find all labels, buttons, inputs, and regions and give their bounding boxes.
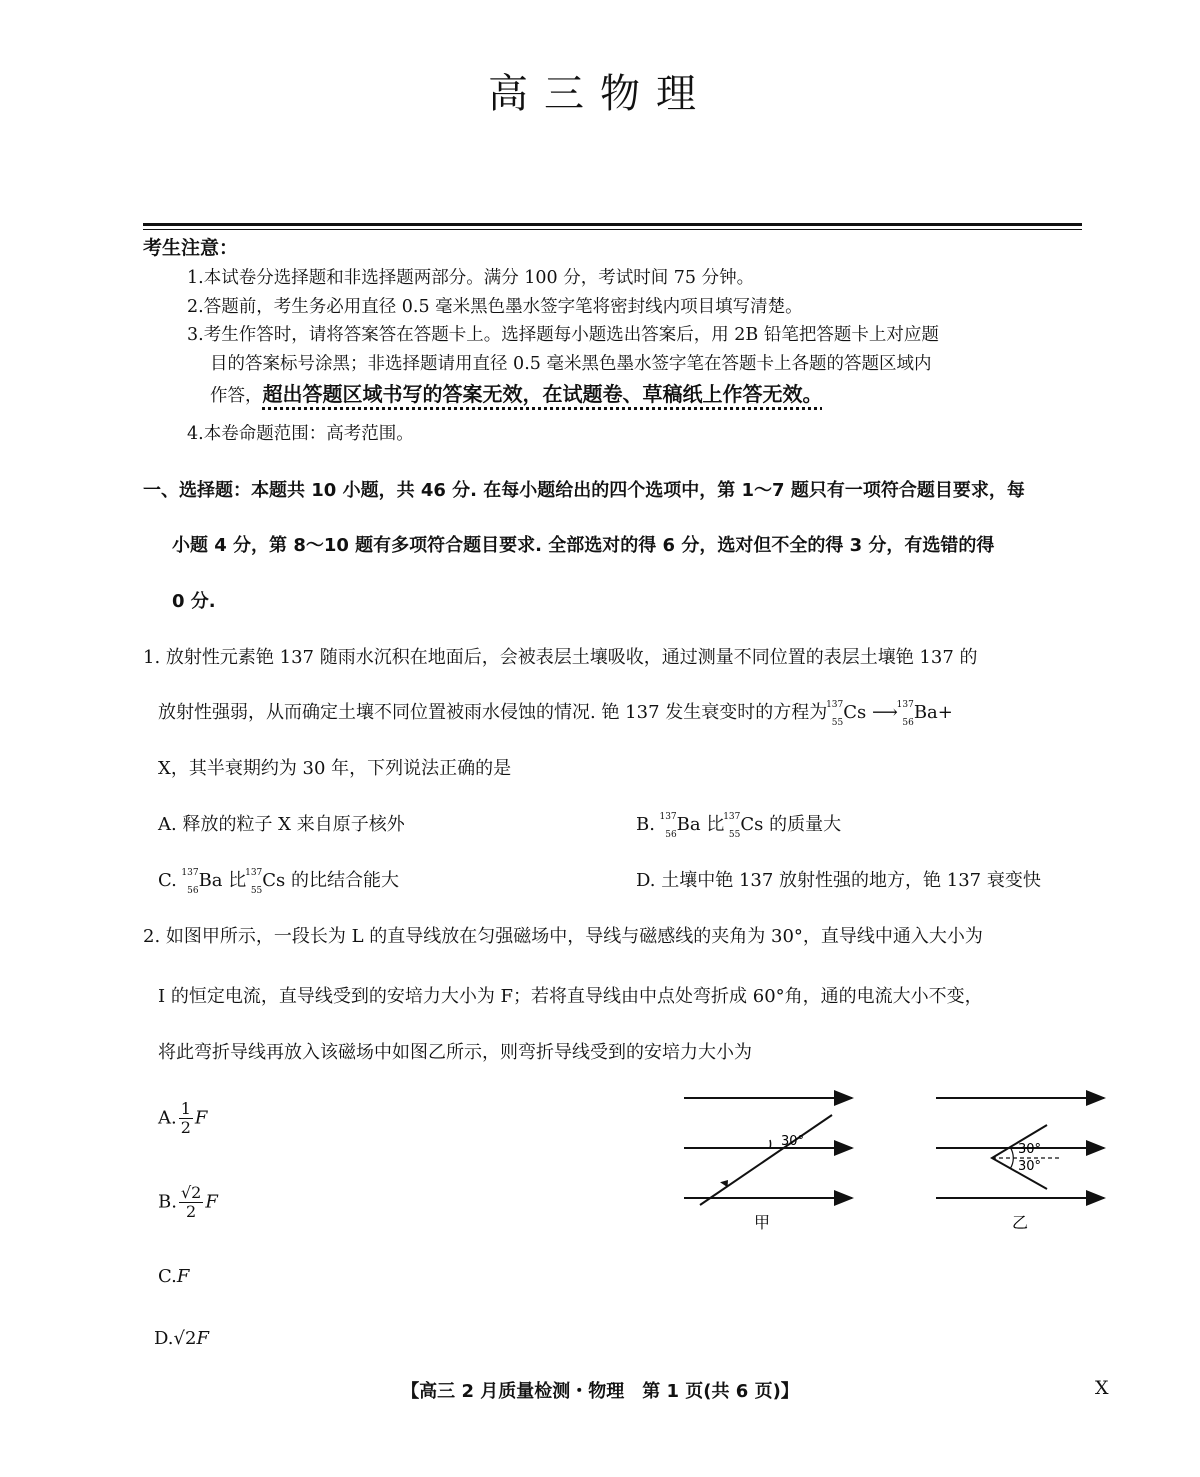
ba-nuclide-numbers: [659, 812, 677, 840]
plus-sign: +: [937, 702, 953, 723]
q1-option-b-compare: 比: [700, 814, 725, 835]
q1-option-c: [158, 866, 400, 896]
ba-atomic-number: 56: [187, 886, 199, 896]
q1-option-b-tail: 的质量大: [763, 814, 842, 835]
q2-option-d-label: D.: [154, 1328, 174, 1349]
force-symbol: F: [196, 1328, 209, 1349]
fraction-numerator: √2: [180, 1183, 202, 1202]
notice-emphasis: 超出答题区域书写的答案无效，在试题卷、草稿纸上作答无效。: [262, 382, 823, 406]
cs-mass-number: 137: [245, 868, 263, 878]
root-two: √2: [173, 1328, 197, 1349]
figure-label-yi: 乙: [1012, 1213, 1029, 1232]
cs-symbol: Cs: [262, 870, 286, 891]
figure-label-jia: 甲: [754, 1213, 771, 1232]
fraction-one-half: [179, 1100, 193, 1137]
q2-option-b: [158, 1184, 218, 1221]
q2-option-b-label: B.: [158, 1191, 177, 1213]
q2-option-a: [158, 1100, 207, 1137]
notice-item-3-prefix: 作答，: [210, 386, 263, 406]
fraction-denominator: 2: [186, 1202, 197, 1221]
cs-symbol: Cs: [740, 814, 764, 835]
notice-item-3: 3.考生作答时，请将答案答在答题卡上。选择题每小题选出答案后，用 2B 铅笔把答题卡上对应题: [187, 325, 939, 345]
ba-atomic-number: 56: [665, 830, 677, 840]
cs-atomic-number: 55: [831, 718, 844, 728]
q1-option-c-tail: 的比结合能大: [285, 870, 400, 891]
page-title: 高三物理: [488, 71, 712, 117]
q1-option-c-label: C.: [158, 870, 183, 891]
q1-line-2: [158, 698, 953, 728]
q1-option-c-compare: 比: [222, 870, 247, 891]
q1-line-2-text: 放射性强弱，从而确定土壤不同位置被雨水侵蚀的情况. 铯 137 发生衰变时的方程为: [158, 702, 828, 723]
notice-item-3-cont: 目的答案标号涂黑；非选择题请用直径 0.5 毫米黑色墨水签字笔在答题卡上各题的答题区域内: [210, 354, 932, 374]
q1-line-1: 1. 放射性元素铯 137 随雨水沉积在地面后，会被表层土壤吸收，通过测量不同位置的表层土壤铯 137 的: [143, 647, 978, 668]
fraction-root2-over-2: [179, 1184, 203, 1221]
footer-corner-mark: X: [1095, 1377, 1109, 1399]
angle-label-yi-upper: 30°: [1018, 1142, 1042, 1157]
q1-option-b-label: B.: [636, 814, 661, 835]
header-rule-thick: [143, 223, 1082, 226]
q1-option-a: A. 释放的粒子 X 来自原子核外: [158, 814, 405, 835]
cs-symbol: Cs: [843, 702, 867, 723]
cs-atomic-number: 55: [250, 886, 263, 896]
section-heading-line-3: 0 分.: [172, 591, 216, 612]
cs-nuclide-numbers: [245, 868, 263, 896]
header-rule-thin: [143, 229, 1082, 230]
angle-label-yi-lower: 30°: [1018, 1159, 1042, 1174]
ba-mass-number: 137: [659, 812, 677, 822]
force-symbol: F: [205, 1191, 218, 1213]
bent-wire: [992, 1125, 1047, 1189]
fraction-numerator: 1: [180, 1099, 191, 1118]
section-heading-line-1: 一、选择题：本题共 10 小题，共 46 分. 在每小题给出的四个选项中，第 1～7 题只有一项符合题目要求，每: [143, 480, 1025, 501]
cs-atomic-number: 55: [728, 830, 741, 840]
angle-arc: [1010, 1147, 1013, 1169]
reaction-arrow: ⟶: [872, 702, 898, 723]
ba-nuclide-numbers: [181, 868, 199, 896]
force-symbol: F: [194, 1107, 208, 1129]
angle-label-jia: 30°: [781, 1134, 805, 1149]
ba-symbol: Ba: [198, 870, 223, 891]
q2-option-a-label: A.: [158, 1107, 177, 1129]
cs-mass-number: 137: [826, 700, 844, 710]
ba-symbol: Ba: [913, 702, 938, 723]
cs-nuclide-numbers: [826, 700, 844, 728]
q1-option-b: [636, 810, 842, 840]
cs-mass-number: 137: [723, 812, 741, 822]
ba-symbol: Ba: [676, 814, 701, 835]
page-footer: 【高三 2 月质量检测・物理 第 1 页(共 6 页)】: [401, 1381, 799, 1402]
ba-nuclide-numbers: [896, 700, 914, 728]
ba-atomic-number: 56: [902, 718, 914, 728]
q2-option-d: [154, 1328, 209, 1349]
ba-mass-number: 137: [896, 700, 914, 710]
q2-option-c-label: C.: [158, 1266, 177, 1287]
straight-wire: [700, 1115, 832, 1205]
notice-title: 考生注意：: [143, 237, 239, 259]
q2-line-2: I 的恒定电流，直导线受到的安培力大小为 F；若将直导线由中点处弯折成 60°角，通的电流大小不变，: [158, 986, 983, 1007]
q1-option-d: D. 土壤中铯 137 放射性强的地方，铯 137 衰变快: [636, 870, 1041, 891]
section-heading-line-2: 小题 4 分，第 8～10 题有多项符合题目要求. 全部选对的得 6 分，选对但不全的得 3 分，有选错的得: [172, 535, 995, 556]
figure-yi: [922, 1085, 1122, 1235]
notice-item-1: 1.本试卷分选择题和非选择题两部分。满分 100 分，考试时间 75 分钟。: [187, 268, 755, 288]
q2-option-c: [158, 1266, 189, 1287]
notice-item-2: 2.答题前，考生务必用直径 0.5 毫米黑色墨水签字笔将密封线内项目填写清楚。: [187, 297, 803, 317]
force-symbol: F: [176, 1266, 190, 1287]
notice-item-4: 4.本卷命题范围：高考范围。: [187, 424, 414, 444]
fraction-denominator: 2: [180, 1118, 191, 1137]
q2-line-1: 2. 如图甲所示，一段长为 L 的直导线放在匀强磁场中，导线与磁感线的夹角为 30°，直导线中通入大小为: [143, 926, 983, 947]
cs-nuclide-numbers: [723, 812, 741, 840]
angle-arc: [770, 1140, 771, 1148]
q2-line-3: 将此弯折导线再放入该磁场中如图乙所示，则弯折导线受到的安培力大小为: [158, 1042, 752, 1063]
ba-mass-number: 137: [181, 868, 199, 878]
figure-jia: [670, 1085, 870, 1235]
notice-item-3-end: [210, 380, 823, 410]
q1-line-3: X，其半衰期约为 30 年，下列说法正确的是: [158, 758, 512, 779]
